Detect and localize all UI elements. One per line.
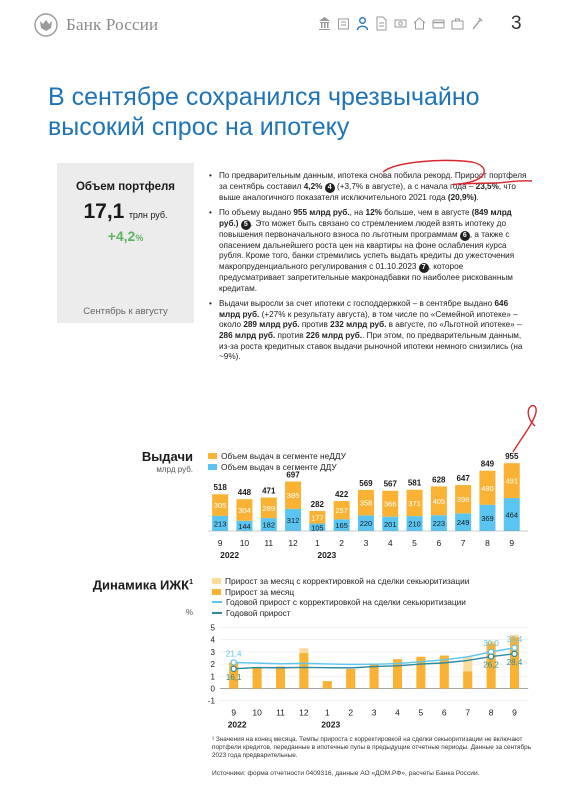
bar-label-ddu: 144: [238, 521, 251, 531]
legend-label: Годовой прирост с корректировкой на сделки секьюритизации: [226, 597, 466, 608]
bar-label-non-ddu: 358: [359, 498, 373, 508]
bullet-text: Выдачи выросли за счет ипотеки с господдержкой – в сентябре выдано: [219, 299, 495, 309]
line-adjusted-annual: [234, 648, 515, 665]
bar-label-non-ddu: 405: [432, 496, 446, 506]
x-tick-label: 5: [412, 538, 417, 548]
x-tick-label: 9: [217, 538, 223, 548]
bar-monthly-growth: [276, 667, 285, 689]
bullet-bold: 232 млрд руб.: [330, 320, 387, 330]
bar-label-non-ddu: 257: [335, 506, 348, 516]
bar-total-label: 567: [383, 479, 397, 489]
chart-ref-badge: 5: [241, 220, 251, 230]
legend-label: Объем выдач в сегменте ДДУ: [221, 461, 337, 472]
bar-label-ddu: 223: [432, 519, 446, 529]
bar-total-label: 448: [237, 488, 252, 498]
bullet-text: . При этом, по предварительным данным, из-за роста кредитных ставок выдачи рыночной ипотеки немного снизились (на ~9%).: [219, 330, 523, 362]
x-tick-label: 2: [339, 538, 345, 548]
bar-label-non-ddu: 289: [262, 503, 276, 513]
chart-ref-badge: 6: [460, 231, 470, 241]
y-tick-label: 0: [210, 684, 215, 694]
bullet-text: , которое предусматривает запретительные макронадбавки по наиболее рискованным кредитам.: [219, 261, 513, 293]
bullet-text: больше, чем в августе: [381, 208, 472, 218]
bar-label-ddu: 210: [408, 519, 421, 529]
x-tick-label: 4: [387, 538, 393, 548]
line-value-label: 16,1: [225, 672, 242, 682]
bar-label-non-ddu: 366: [383, 499, 397, 509]
x-tick-label: 3: [371, 707, 377, 718]
x-tick-label: 9: [231, 707, 237, 718]
legend-label: Прирост за месяц с корректировкой на сделки секьюритизации: [225, 576, 470, 587]
bullet-text: По объему выдано: [219, 208, 294, 218]
line-value-label: 28,4: [506, 657, 523, 667]
bar-monthly-growth: [299, 653, 308, 688]
bullet-text: в августе, по «Льготной ипотеке» –: [386, 320, 522, 330]
bar-total-label: 471: [262, 486, 276, 496]
page-number: 3: [511, 13, 522, 34]
bullet-text: (+3,7% в августе), а с начала года –: [334, 181, 476, 191]
bar-label-non-ddu: 304: [238, 505, 251, 515]
legend-label: Объем выдач в сегменте неДДУ: [221, 451, 346, 462]
x-tick-label: 9: [512, 707, 517, 718]
chart2-title-sup: 1: [189, 579, 193, 586]
line-point-marker: [231, 660, 236, 665]
bar-total-label: 628: [432, 475, 446, 485]
bullet-bold: 4,2%: [303, 181, 323, 191]
bar-monthly-growth: [253, 668, 262, 689]
bar-label-non-ddu: 385: [286, 491, 300, 501]
y-tick-label: 4: [210, 635, 215, 645]
line-value-label: 30,0: [483, 638, 499, 648]
bullet-text: , что выше аналогичного показателя исключительного 2021 года: [219, 181, 516, 202]
x-tick-label: 12: [299, 707, 309, 718]
x-tick-label: 6: [436, 538, 442, 548]
x-tick-label: 7: [460, 538, 466, 548]
bullet-text: По предварительным данным, ипотека снова побила рекорд. Прирост портфеля за сентябрь составил: [219, 171, 527, 191]
line-point-marker: [512, 645, 517, 650]
line-point-marker: [512, 651, 517, 656]
portfolio-value-unit: трлн руб.: [128, 210, 168, 220]
bullet-bold: (849 млрд руб.): [219, 208, 512, 228]
year-label: 2023: [321, 719, 341, 730]
chart1-unit: млрд руб.: [156, 465, 193, 474]
bar-label-ddu: 249: [456, 518, 470, 528]
year-label: 2022: [220, 550, 240, 560]
bar-monthly-growth: [463, 671, 472, 688]
legend-label: Годовой прирост: [226, 607, 291, 618]
bullet-text: против: [275, 330, 306, 340]
portfolio-title: Объем портфеля: [75, 181, 176, 193]
bar-total-label: 647: [456, 474, 470, 484]
y-tick-label: 1: [210, 672, 215, 682]
x-tick-label: 8: [488, 707, 494, 718]
bullet-text: , а также с опасением дальнейшего роста цен на квартиры на фоне ослабления курса рубля. Кроме того, банки стремились успеть выдать кредиты до ужесточения макропруденциального регулирования с 01.10.2023: [219, 229, 515, 271]
chart2-unit: %: [185, 608, 193, 617]
chart2-title-text: Динамика ИЖК: [92, 577, 190, 593]
x-tick-label: 3: [363, 538, 369, 548]
brand-name: Банк России: [66, 15, 159, 34]
line-point-marker: [489, 654, 494, 659]
bullet-bold: 286 млрд руб.: [219, 330, 276, 340]
bar-total-label: 849: [480, 459, 495, 469]
bar-label-non-ddu: 480: [481, 483, 494, 493]
bullet-bold: 955 млрд руб.: [293, 208, 350, 218]
bar-label-ddu: 464: [505, 510, 519, 520]
bar-label-non-ddu: 398: [456, 495, 470, 505]
line-value-label: 33,4: [506, 634, 523, 644]
sources: Источники: форма отчетности 0409316, данные АО «ДОМ.РФ», расчеты Банка России.: [212, 770, 480, 777]
bar-label-ddu: 165: [335, 521, 348, 531]
legend-label: Прирост за месяц: [225, 586, 295, 597]
x-tick-label: 7: [465, 707, 471, 718]
portfolio-footer: Сентябрь к августу: [83, 306, 168, 317]
y-tick-label: -1: [207, 696, 215, 706]
bar-label-ddu: 312: [286, 515, 300, 525]
x-tick-label: 6: [441, 707, 447, 718]
bar-label-ddu: 182: [262, 520, 276, 530]
bar-total-label: 581: [407, 478, 422, 488]
bar-label-ddu: 105: [311, 523, 324, 533]
bullet-bold: 289 млрд руб.: [243, 320, 300, 330]
x-tick-label: 2: [348, 707, 354, 718]
bar-total-label: 697: [286, 470, 300, 480]
bar-label-non-ddu: 371: [408, 498, 421, 508]
chart-ref-badge: 7: [419, 263, 429, 273]
bullet-bold: 23,5%: [475, 181, 499, 191]
y-tick-label: 2: [210, 660, 215, 670]
bar-label-ddu: 220: [359, 519, 373, 529]
x-tick-label: 4: [395, 707, 400, 718]
bar-label-non-ddu: 305: [213, 501, 227, 511]
bullet-bold: 12%: [365, 208, 382, 218]
bullet-text: , на: [349, 208, 366, 218]
bar-total-label: 282: [310, 499, 325, 509]
bar-total-label: 422: [334, 490, 349, 500]
bullet-bold: (20,9%): [447, 192, 477, 202]
bar-label-non-ddu: 491: [505, 476, 519, 486]
bar-label-ddu: 213: [213, 519, 227, 529]
portfolio-growth-unit: %: [135, 233, 144, 243]
x-tick-label: 11: [264, 538, 274, 548]
portfolio-growth-value: +4,2: [107, 228, 136, 244]
bar-label-non-ddu: 177: [311, 513, 324, 523]
bar-monthly-growth: [323, 681, 332, 688]
bar-total-label: 569: [359, 478, 373, 488]
page-title: В сентябре сохранился чрезвычайно высокий спрос на ипотеку: [48, 83, 480, 141]
chart-ref-badge: 4: [325, 183, 335, 193]
bar-monthly-growth: [370, 664, 379, 688]
x-tick-label: 11: [276, 707, 285, 718]
portfolio-value-number: 17,1: [83, 200, 125, 223]
bar-label-ddu: 201: [383, 519, 397, 529]
line-value-label: 21,4: [225, 649, 242, 659]
bullet-text: .: [476, 192, 479, 202]
y-tick-label: 5: [210, 623, 215, 633]
x-tick-label: 1: [314, 538, 320, 548]
bullet-text: против: [299, 320, 331, 330]
x-tick-label: 8: [485, 538, 490, 548]
bar-monthly-growth: [346, 669, 355, 689]
bullet-text: . Это может быть связано со стремлением людей взять ипотеку до повышения первоначального взноса по льготным программам: [219, 218, 506, 239]
bullet-text: (+27% к результату августа), в том числе по «Семейной ипотеке» – около: [219, 309, 518, 330]
y-tick-label: 3: [210, 647, 215, 657]
chart1-title: Выдачи: [141, 449, 193, 464]
bar-total-label: 955: [505, 452, 519, 462]
year-label: 2023: [317, 550, 337, 560]
bar-total-label: 518: [213, 483, 227, 493]
bullet-bold: 646 млрд руб.: [219, 299, 509, 319]
x-tick-label: 1: [324, 707, 330, 718]
x-tick-label: 9: [509, 538, 515, 548]
x-tick-label: 5: [418, 707, 424, 718]
x-tick-label: 10: [239, 538, 250, 548]
bar-label-ddu: 369: [481, 513, 494, 523]
x-tick-label: 12: [288, 538, 298, 548]
line-point-marker: [231, 666, 236, 671]
year-label: 2022: [227, 719, 247, 730]
x-tick-label: 10: [252, 707, 262, 718]
footnote: ¹ Значения на конец месяца. Темпы прироста с корректировкой на сделки секьюритизации не включают портфели кредитов, переданные в ипотечные пулы в предыдущие отчетные периоды. Данные за сентябрь 2023 года предварительные.: [212, 736, 532, 759]
bullet-bold: 226 млрд руб.: [305, 330, 363, 340]
line-value-label: 26,2: [483, 660, 499, 670]
